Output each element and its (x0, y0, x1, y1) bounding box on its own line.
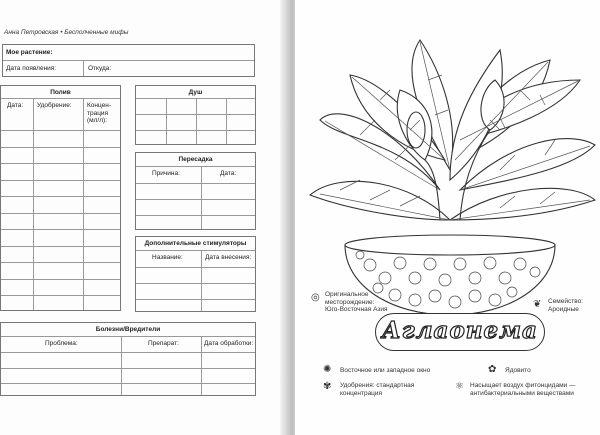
air-text: Насыщает воздух фитонцидами — антибактериальными веществами (470, 382, 576, 397)
watering-title: Полив (50, 89, 71, 96)
leaf-icon: ❦ (533, 299, 542, 310)
diseases-title: Болезни/Вредители (95, 326, 161, 333)
transplant-col-date: Дата: (220, 170, 237, 177)
transplant-col-reason: Причина: (152, 170, 180, 177)
transplant-table (135, 152, 256, 230)
watering-row-line (1, 163, 120, 164)
diseases-col-drug: Препарат: (148, 340, 179, 347)
diseases-col-date: Дата обработки: (204, 340, 254, 347)
watering-row-line (1, 213, 120, 214)
globe-icon: ◎ (311, 292, 320, 303)
shower-table (135, 85, 256, 145)
watering-col-fertilizer: Удобрение: (37, 102, 72, 109)
watering-col-date: Дата: (7, 102, 24, 109)
origin-label: Оригинальное месторождение: Юго-Восточная Азия (325, 291, 388, 313)
watering-row-line (1, 130, 120, 131)
left-page (0, 0, 287, 435)
watering-col-concentration: Концен- трация (мл/л): (87, 102, 112, 124)
stimulators-table (135, 236, 256, 312)
watering-row-line (1, 246, 120, 247)
atom-icon: ⚛ (455, 381, 464, 392)
sun-icon: ✺ (323, 364, 332, 375)
stimulators-title: Дополнительные стимуляторы (144, 240, 247, 247)
stimulators-col-date: Дата внесения: (205, 254, 252, 261)
watering-row-line (1, 262, 120, 263)
plant-name-title: Аглаонема (382, 317, 538, 344)
aglaonema-illustration (300, 20, 600, 320)
watering-table (0, 85, 121, 311)
fertilizer-text: Удобрения: стандартная концентрация (340, 382, 415, 397)
watering-row-line (1, 229, 120, 230)
page-header: Анна Петровская • Бесполченные мифы (4, 29, 129, 36)
shower-title: Душ (188, 89, 203, 96)
watering-row-line (1, 295, 120, 296)
from-where-label: Откуда: (88, 65, 112, 72)
flower-icon: ✾ (323, 381, 332, 392)
appeared-date-label: Дата появления: (6, 65, 57, 72)
poison-text: Ядовито (505, 367, 531, 374)
watering-row-line (1, 147, 120, 148)
watering-row-line (1, 180, 120, 181)
my-plant-label: Мое растение: (6, 49, 53, 56)
family-label: Семейство: Ароидные (548, 298, 584, 313)
watering-row-line (1, 196, 120, 197)
diseases-table (0, 322, 256, 396)
stimulators-col-name: Название: (152, 254, 183, 261)
light-text: Восточное или западное окно (340, 367, 431, 374)
plant-name-plate (375, 313, 545, 351)
watering-row-line (1, 279, 120, 280)
diseases-col-problem: Проблема: (45, 340, 78, 347)
transplant-title: Пересадка (178, 156, 213, 163)
paw-icon: ✿ (488, 364, 497, 375)
plant-info-box (2, 44, 255, 77)
